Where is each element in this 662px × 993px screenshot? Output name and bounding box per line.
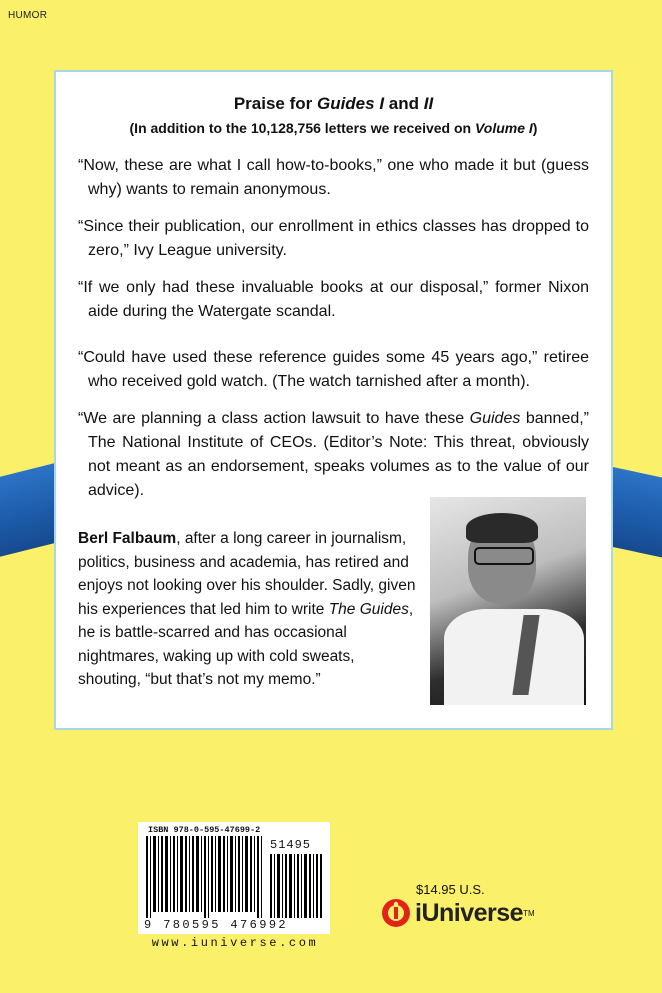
photo-hair [466,513,538,543]
price: $14.95 U.S. [416,882,485,897]
price-code: 51495 [270,838,312,852]
praise-title-part: II [423,94,434,113]
publisher-url: www.iuniverse.com [151,936,319,950]
author-name: Berl Falbaum [78,530,177,547]
praise-subtitle-part: ) [532,120,538,136]
photo-glasses [474,547,534,565]
praise-subtitle-part: (In addition to the 10,128,756 letters we received on [129,120,475,136]
praise-title-part: Guides I [316,94,385,113]
quote [78,407,589,503]
ean-number: 9 780595 476992 [144,918,289,932]
quote: “Could have used these reference guides some 45 years ago,” retiree who received gold watch. (The watch tarnished after a month). [78,349,589,390]
praise-panel [54,70,613,730]
genre-label: HUMOR [8,10,48,21]
praise-title-part: Praise for [233,94,317,113]
quote-part: “We are planning a class action lawsuit to have these [78,410,470,427]
quote: “Now, these are what I call how-to-books,” one who made it but (guess why) wants to remain anonymous. [78,157,589,198]
bio-text: , after a long career in journalism, politics, business and academia, has retired and enjoys not looking over his shoulder. Sadly, given his experiences that led him to write [78,530,416,618]
trademark: TM [523,908,535,918]
book-title: The Guides [328,600,409,618]
quote: “If we only had these invaluable books at our disposal,” former Nixon aide during the Watergate scandal. [78,279,589,320]
praise-title [56,94,611,114]
quote-part: banned,” The National Institute of CEOs. (Editor’s Note: This threat, obviously not meant as an endorsement, speaks volumes as to the value of our advice). [88,410,590,499]
author-bio [78,527,418,692]
publisher-logo [381,898,535,928]
quote-italic: Guides [469,410,521,427]
bio-text: , he is battle-scarred and has occasional nightmares, waking up with cold sweats, shouting, “but that’s not my memo.” [78,600,414,688]
praise-title-part: and [384,94,424,113]
quote: “Since their publication, our enrollment in ethics classes has dropped to zero,” Ivy League university. [78,218,589,259]
isbn-label: ISBN 978-0-595-47699-2 [148,825,261,835]
publisher-name: iUniverse [415,898,524,927]
praise-subtitle [56,120,611,136]
praise-subtitle-part: Volume I [474,120,533,136]
iuniverse-logo-icon [381,898,411,928]
quotes-list [78,154,589,516]
barcode-box [138,822,330,934]
author-photo [430,497,586,705]
